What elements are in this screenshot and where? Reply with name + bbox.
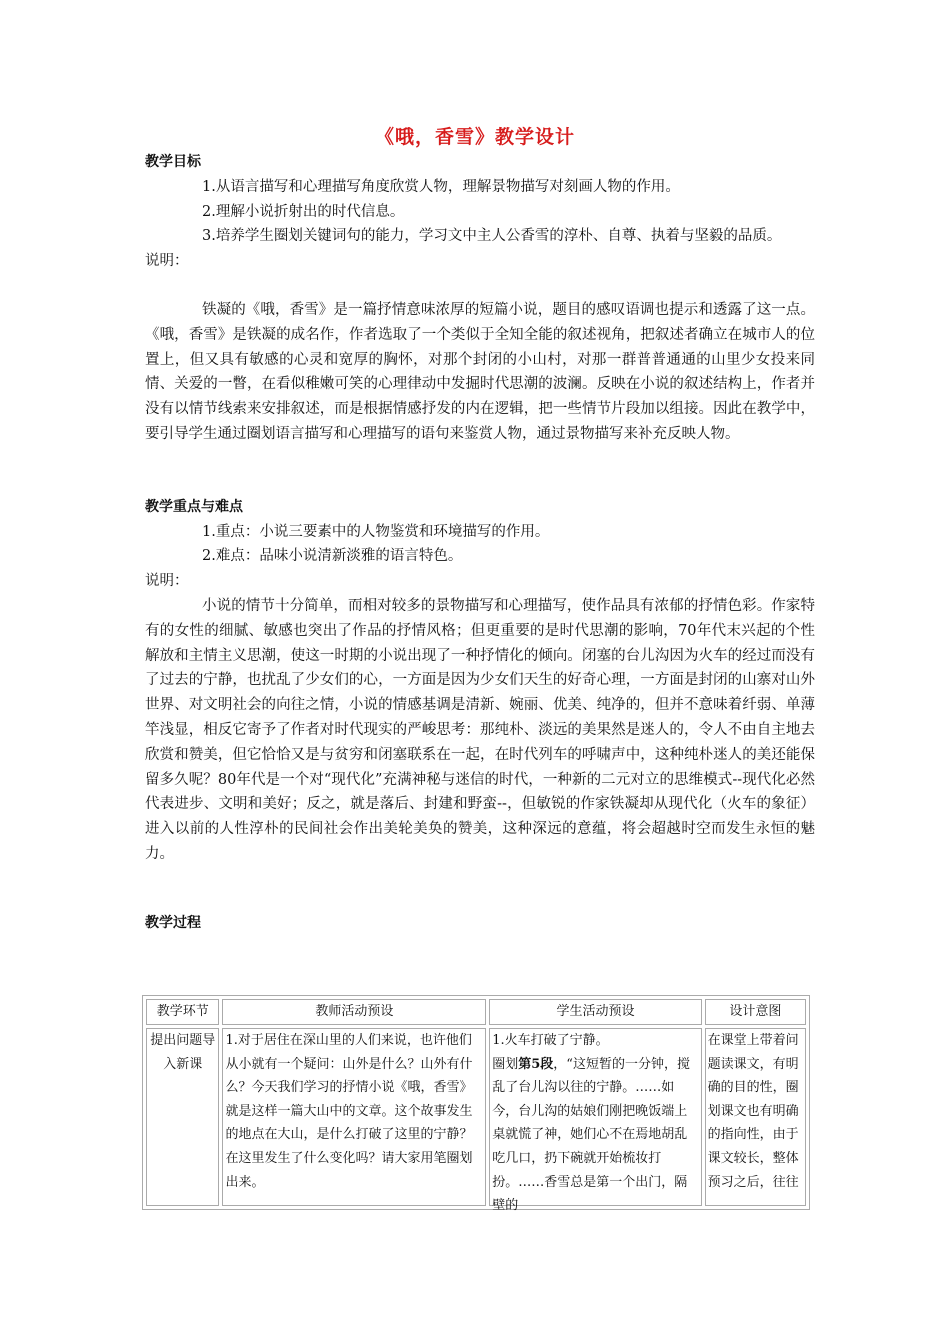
table-cell-stage [146,1028,219,1206]
teacher-text: 1.对于居住在深山里的人们来说，也许他们从小就有一个疑问：山外是什么？山外有什么？今天我们学习的抒情小说《哦，香雪》就是这样一篇大山中的文章。这个故事发生的地点在大山，是什么打破了这里的宁静？在这里发生了什么变化吗？请大家用笔圈划出来。 [225,1033,473,1190]
goal-item: 2.理解小说折射出的时代信息。 [202,203,405,220]
student-text-bold: 第5段 [518,1056,554,1072]
section-heading-process: 教学过程 [145,914,201,931]
student-text-part: 圈划 [492,1056,519,1072]
document-title: 《哦，香雪》教学设计 [374,126,575,148]
note-label: 说明： [145,573,189,590]
process-table [142,995,810,1214]
note-paragraph: 铁凝的《哦，香雪》是一篇抒情意味浓厚的短篇小说，题目的感叹语调也提示和透露了这一点。《哦，香雪》是铁凝的成名作，作者选取了一个类似于全知全能的叙述视角，把叙述者确立在城市人的位置上，但又具有敏感的心灵和宽厚的胸怀，对那个封闭的小山村，对那一群普普通通的山里少女投来同情、关爱的一瞥，在看似稚嫩可笑的心理律动中发掘时代思潮的波澜。反映在小说的叙述结构上，作者并没有以情节线索来安排叙述，而是根据情感抒发的内在逻辑，把一些情节片段加以组接。因此在教学中，要引导学生通过圈划语言描写和心理描写的语句来鉴赏人物，通过景物描写来补充反映人物。 [145,301,815,442]
student-text-part: ，“这短暂的一分钟，搅乱了台儿沟以往的宁静。……如今，台儿沟的姑娘们刚把晚饭端上桌就慌了神，她们心不在焉地胡乱吃几口，扔下碗就开始梳妆打扮。……香雪总是第一个出门，隔壁的 [492,1056,690,1214]
note-label: 说明： [145,253,189,270]
column-header: 学生活动预设 [489,999,701,1025]
column-header: 教师活动预设 [222,999,486,1025]
goal-item: 1.从语言描写和心理描写角度欣赏人物，理解景物描写对刻画人物的作用。 [202,178,680,195]
section-heading-goals: 教学目标 [145,154,201,170]
intent-text: 在课堂上带着问题读课文，有明确的目的性，圈划课文也有明确的指向性，由于课文较长，整体预习之后，往往 [707,1033,799,1190]
table-row [146,1028,806,1206]
section-heading-keypoints: 教学重点与难点 [145,498,243,515]
keypoint-item: 1.重点：小说三要素中的人物鉴赏和环境描写的作用。 [202,523,550,540]
table-cell-intent [705,1028,806,1206]
goal-item-text: 3.培养学生圈划关键词句的能力，学习文中主人公香雪的淳朴、自尊、执着与坚毅的品质。 [202,228,782,245]
document-body [145,150,815,936]
table-header-row [146,999,806,1025]
column-header: 教学环节 [146,999,219,1025]
stage-text: 提出问题导入新课 [150,1033,216,1072]
student-line: 1.火车打破了宁静。 [492,1033,609,1048]
keypoint-item: 2.难点：品味小说清新淡雅的语言特色。 [202,548,463,565]
goal-item [145,224,815,249]
table-cell-student [489,1028,701,1214]
student-text [492,1029,698,1214]
column-header: 设计意图 [705,999,806,1025]
table-cell-teacher [222,1028,486,1206]
note-paragraph: 小说的情节十分简单，而相对较多的景物描写和心理描写，使作品具有浓郁的抒情色彩。作家特有的女性的细腻、敏感也突出了作品的抒情风格；但更重要的是时代思潮的影响，70年代末兴起的个性解放和主情主义思潮，使这一时期的小说出现了一种抒情化的倾向。闭塞的台儿沟因为火车的经过而没有了过去的宁静，也扰乱了少女们的心，一方面是因为少女们天生的好奇心理，一方面是封闭的山寨对山外世界、对文明社会的向往之情，小说的情感基调是清新、婉丽、优美、纯净的，但并不意味着纤弱、单薄竿浅显，相反它寄予了作者对时代现实的严峻思考：那纯朴、淡远的美果然是迷人的，令人不由自主地去欣赏和赞美，但它恰恰又是与贫穷和闭塞联系在一起，在时代列车的呼啸声中，这种纯朴迷人的美还能保留多久呢？80年代是一个对“现代化”充满神秘与迷信的时代，一种新的二元对立的思维模式--现代化必然代表进步、文明和美好；反之，就是落后、封建和野蛮--，但敏锐的作家铁凝却从现代化（火车的象征）进入以前的人性淳朴的民间社会作出美轮美奂的赞美，这种深远的意蕴，将会超越时空而发生永恒的魅力。 [145,597,815,862]
